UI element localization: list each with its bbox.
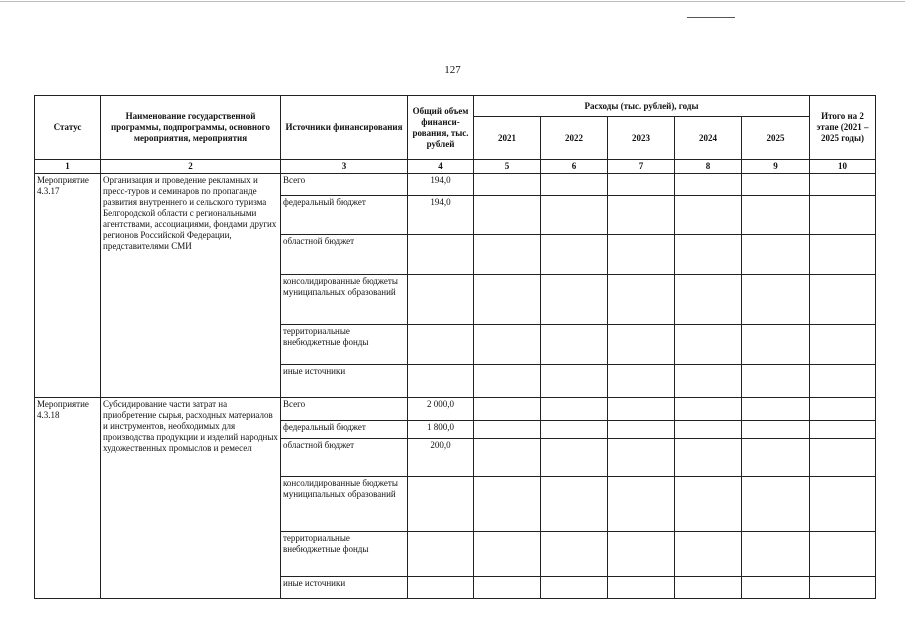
year-cell	[608, 235, 675, 275]
year-cell	[541, 365, 608, 398]
activity-name-cell: Организация и проведение рекламных и пресс-туров и семинаров по пропаганде развития внутреннего и сельского туризма Белгородской области с региональными агентствами, ассоциациями, фондами других регионов Российской Федерации, представителями СМИ	[101, 174, 281, 398]
year-cell	[608, 325, 675, 365]
year-cell	[675, 577, 742, 599]
header-name: Наименование государственной программы, подпрограммы, основного мероприятия, мероприятия	[101, 96, 281, 160]
year-cell	[742, 196, 810, 235]
column-number: 1	[35, 160, 101, 174]
source-cell: территориальные внебюджетные фонды	[281, 325, 408, 365]
column-number: 7	[608, 160, 675, 174]
year-cell	[608, 174, 675, 196]
year-cell	[742, 365, 810, 398]
year-cell	[675, 275, 742, 325]
source-cell: федеральный бюджет	[281, 196, 408, 235]
year-cell	[608, 439, 675, 477]
total-cell	[810, 196, 876, 235]
total-cell	[810, 365, 876, 398]
volume-cell: 1 800,0	[408, 421, 474, 439]
total-cell	[810, 174, 876, 196]
volume-cell	[408, 365, 474, 398]
volume-cell	[408, 325, 474, 365]
year-cell	[742, 235, 810, 275]
budget-table	[34, 95, 876, 599]
year-cell	[742, 477, 810, 532]
header-dash	[687, 17, 735, 18]
year-cell	[675, 325, 742, 365]
table-row	[35, 398, 876, 421]
header-year: 2023	[608, 117, 675, 160]
year-cell	[541, 398, 608, 421]
year-cell	[541, 325, 608, 365]
year-cell	[742, 439, 810, 477]
year-cell	[675, 532, 742, 577]
source-cell: консолидированные бюджеты муниципальных образований	[281, 477, 408, 532]
source-cell: областной бюджет	[281, 439, 408, 477]
volume-cell	[408, 577, 474, 599]
header-year: 2025	[742, 117, 810, 160]
top-border-line	[0, 1, 905, 2]
year-cell	[608, 398, 675, 421]
year-cell	[742, 398, 810, 421]
total-cell	[810, 439, 876, 477]
year-cell	[474, 439, 541, 477]
volume-cell	[408, 477, 474, 532]
volume-cell: 194,0	[408, 174, 474, 196]
year-cell	[675, 174, 742, 196]
source-cell: областной бюджет	[281, 235, 408, 275]
volume-cell: 200,0	[408, 439, 474, 477]
year-cell	[541, 174, 608, 196]
year-cell	[541, 532, 608, 577]
column-number: 3	[281, 160, 408, 174]
column-number: 5	[474, 160, 541, 174]
year-cell	[474, 421, 541, 439]
header-status: Статус	[35, 96, 101, 160]
column-number: 8	[675, 160, 742, 174]
year-cell	[675, 365, 742, 398]
year-cell	[675, 398, 742, 421]
volume-cell	[408, 532, 474, 577]
volume-cell	[408, 235, 474, 275]
year-cell	[541, 421, 608, 439]
total-cell	[810, 325, 876, 365]
year-cell	[474, 532, 541, 577]
year-cell	[608, 532, 675, 577]
status-cell: Мероприятие 4.3.18	[35, 398, 101, 599]
year-cell	[675, 439, 742, 477]
year-cell	[742, 174, 810, 196]
source-cell: Всего	[281, 398, 408, 421]
year-cell	[608, 477, 675, 532]
year-cell	[474, 477, 541, 532]
total-cell	[810, 532, 876, 577]
year-cell	[742, 275, 810, 325]
source-cell: иные источники	[281, 577, 408, 599]
year-cell	[675, 477, 742, 532]
year-cell	[608, 275, 675, 325]
year-cell	[541, 196, 608, 235]
year-cell	[474, 325, 541, 365]
source-cell: консолидированные бюджеты муниципальных образований	[281, 275, 408, 325]
year-cell	[742, 577, 810, 599]
year-cell	[742, 325, 810, 365]
column-number: 4	[408, 160, 474, 174]
header-total-stage: Итого на 2 этапе (2021 – 2025 годы)	[810, 96, 876, 160]
year-cell	[474, 577, 541, 599]
year-cell	[474, 174, 541, 196]
year-cell	[541, 275, 608, 325]
table-row	[35, 174, 876, 196]
header-sources: Источники финансирования	[281, 96, 408, 160]
year-cell	[541, 577, 608, 599]
source-cell: федеральный бюджет	[281, 421, 408, 439]
year-cell	[675, 235, 742, 275]
header-year: 2021	[474, 117, 541, 160]
header-year: 2024	[675, 117, 742, 160]
year-cell	[474, 235, 541, 275]
column-number: 6	[541, 160, 608, 174]
year-cell	[675, 196, 742, 235]
year-cell	[675, 421, 742, 439]
column-number: 9	[742, 160, 810, 174]
page-number: 127	[444, 64, 461, 76]
header-expenses: Расходы (тыс. рублей), годы	[474, 96, 810, 117]
year-cell	[474, 365, 541, 398]
year-cell	[608, 365, 675, 398]
year-cell	[474, 275, 541, 325]
total-cell	[810, 421, 876, 439]
year-cell	[742, 421, 810, 439]
year-cell	[742, 532, 810, 577]
year-cell	[541, 477, 608, 532]
year-cell	[608, 196, 675, 235]
year-cell	[474, 196, 541, 235]
volume-cell: 194,0	[408, 196, 474, 235]
source-cell: иные источники	[281, 365, 408, 398]
source-cell: Всего	[281, 174, 408, 196]
activity-name-cell: Субсидирование части затрат на приобретение сырья, расходных материалов и инструментов, необходимых для производства продукции и изделий народных художественных промыслов и ремесел	[101, 398, 281, 599]
header-year: 2022	[541, 117, 608, 160]
column-number-row	[35, 160, 876, 174]
volume-cell	[408, 275, 474, 325]
column-number: 2	[101, 160, 281, 174]
volume-cell: 2 000,0	[408, 398, 474, 421]
year-cell	[608, 421, 675, 439]
source-cell: территориальные внебюджетные фонды	[281, 532, 408, 577]
total-cell	[810, 477, 876, 532]
year-cell	[608, 577, 675, 599]
total-cell	[810, 577, 876, 599]
total-cell	[810, 235, 876, 275]
total-cell	[810, 398, 876, 421]
year-cell	[541, 235, 608, 275]
year-cell	[474, 398, 541, 421]
year-cell	[541, 439, 608, 477]
header-total-volume: Общий объем финанси-рования, тыс. рублей	[408, 96, 474, 160]
status-cell: Мероприятие 4.3.17	[35, 174, 101, 398]
column-number: 10	[810, 160, 876, 174]
total-cell	[810, 275, 876, 325]
